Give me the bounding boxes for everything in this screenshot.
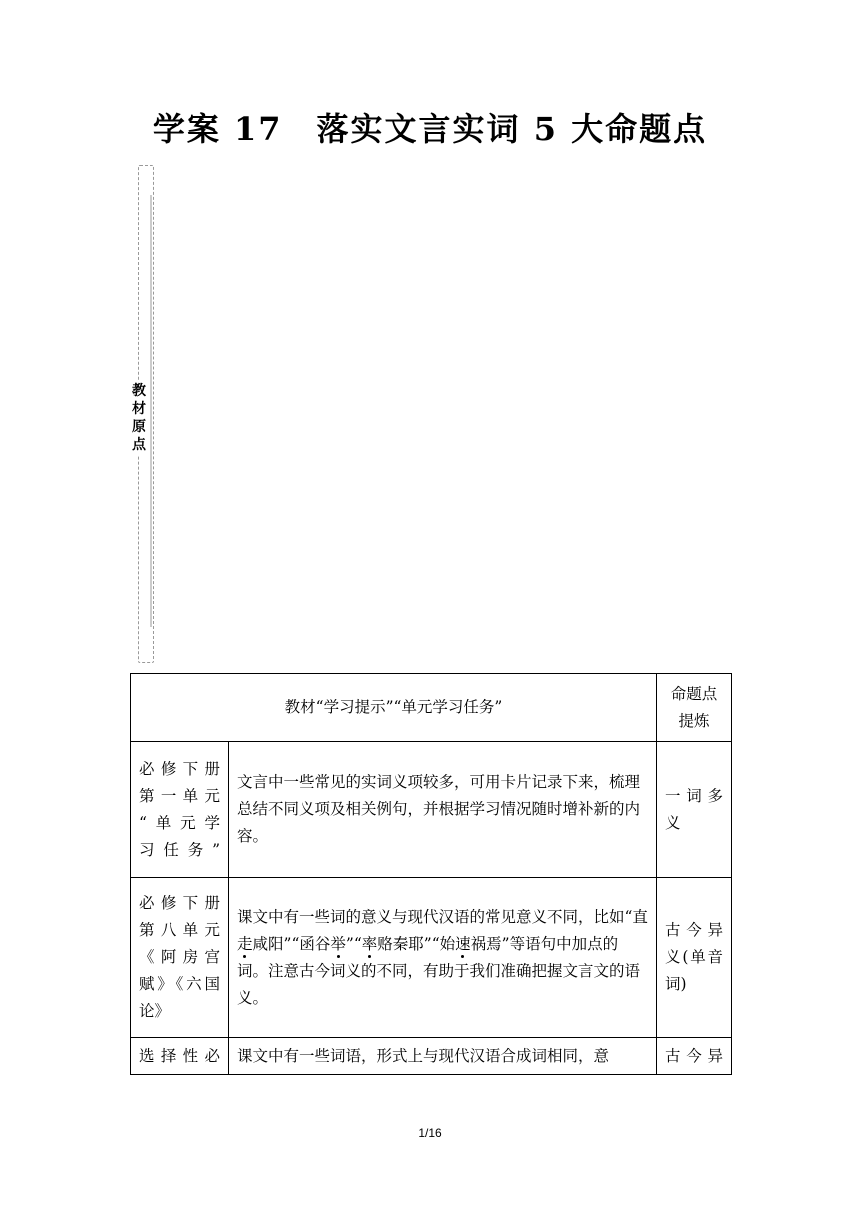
dotted-word: 举 — [330, 934, 346, 953]
source-line: 必修下册 — [139, 894, 220, 912]
content-text: ”“ — [345, 934, 362, 953]
table-row — [131, 878, 732, 1038]
header-side-line: 提炼 — [678, 711, 710, 730]
source-line: 第一单元 — [139, 786, 220, 805]
page-title: 学案 17 落实文言实词 5 大命题点 — [152, 110, 708, 148]
content-text: 课文中有一些词的意义与现代汉语的常见意义不同，比如“直 — [237, 907, 648, 926]
content-cell — [229, 878, 657, 1038]
side-label-char: 点 — [132, 437, 146, 453]
source-cell — [131, 878, 229, 1038]
header-side-line: 命题点 — [670, 684, 718, 703]
side-label-char: 材 — [132, 401, 146, 417]
content-text: 祸焉”等语句中加点的词。注意古今词义的不同，有助于我们准确把握文言文的语义。 — [237, 934, 641, 1007]
source-line: 习任务” — [139, 840, 220, 859]
topic-cell: 古今异 — [657, 1038, 732, 1075]
page-number: 1/16 — [418, 1126, 442, 1140]
side-label-char: 原 — [132, 419, 146, 435]
table-row — [131, 742, 732, 878]
content-text: 赂秦耶”“始 — [377, 934, 456, 953]
source-line: 《阿房宫 — [139, 948, 220, 966]
source-cell — [131, 742, 229, 878]
dotted-word: 速 — [455, 934, 471, 953]
side-label-char: 教 — [132, 383, 146, 399]
table-header-row — [131, 674, 732, 742]
content-cell: 文言中一些常见的实词义项较多，可用卡片记录下来，梳理总结不同义项及相关例句，并根据学习情况随时增补新的内容。 — [229, 742, 657, 878]
dotted-word: 率 — [361, 934, 378, 953]
source-line: 选择性必 — [139, 1046, 220, 1065]
source-cell — [131, 1038, 229, 1075]
header-side-cell — [657, 674, 732, 742]
content-cell: 课文中有一些词语，形式上与现代汉语合成词相同，意 — [229, 1038, 657, 1075]
source-line: “单元学 — [139, 813, 220, 832]
side-divider — [150, 195, 152, 627]
content-text: 咸阳”“函谷 — [252, 934, 331, 953]
content-table — [130, 673, 732, 1075]
table-row — [131, 1038, 732, 1075]
source-line: 赋》《六国 — [139, 975, 220, 993]
source-line: 论》 — [139, 1002, 171, 1020]
topic-cell: 一词多义 — [657, 742, 732, 878]
dotted-word: 走 — [237, 934, 253, 953]
side-label — [130, 380, 148, 456]
header-main-cell: 教材“学习提示”“单元学习任务” — [131, 674, 657, 742]
source-line: 必修下册 — [139, 759, 220, 778]
topic-cell: 古今异义(单音词) — [657, 878, 732, 1038]
source-line: 第八单元 — [139, 921, 220, 939]
